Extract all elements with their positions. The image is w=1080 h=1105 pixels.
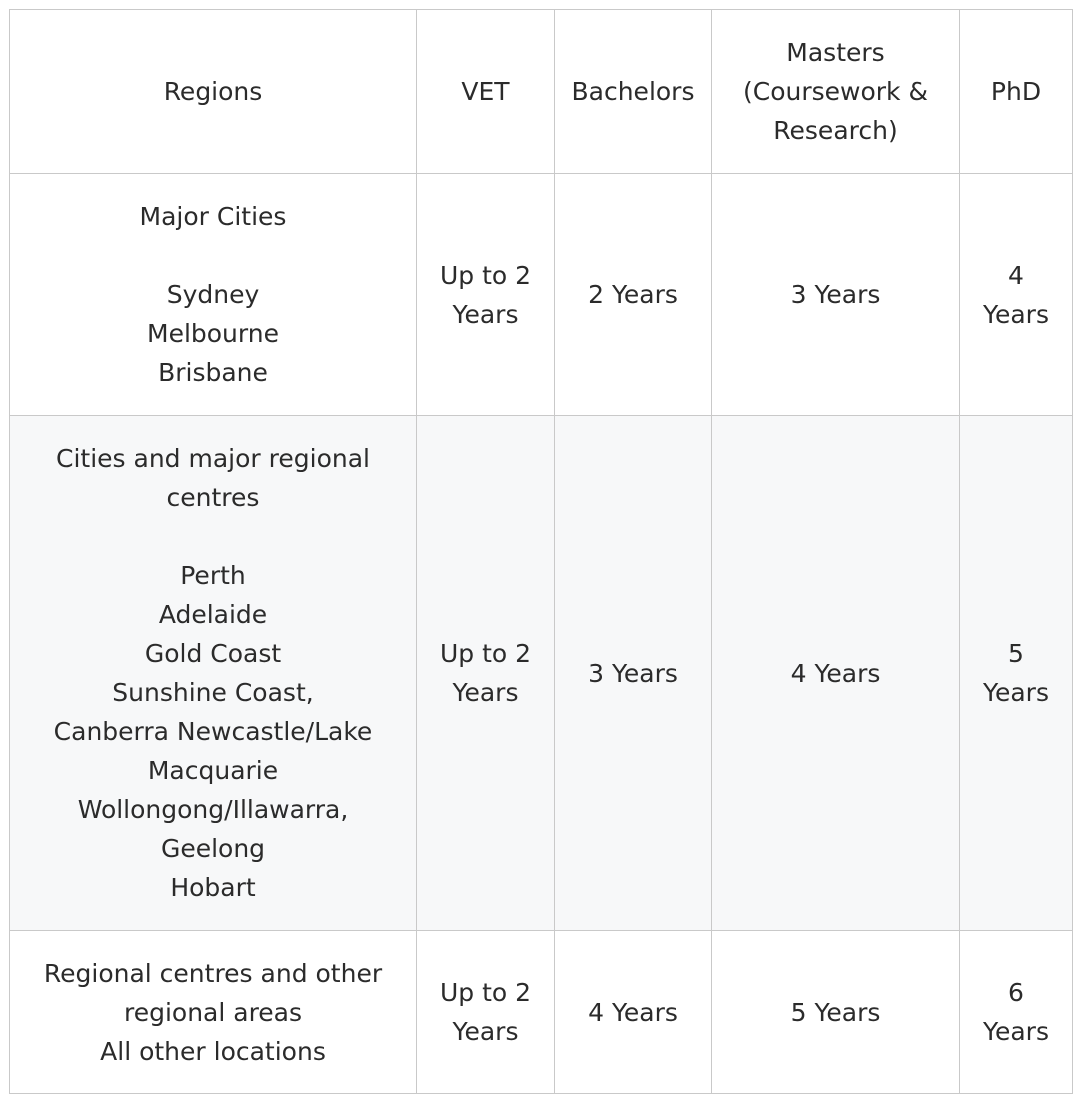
header-phd: PhD [960,10,1073,174]
cell-masters: 4 Years [712,416,960,931]
cell-bachelors: 3 Years [555,416,712,931]
table-header-row [10,10,1073,174]
study-duration-table [9,9,1073,1094]
cell-bachelors: 2 Years [555,174,712,416]
cell-bachelors: 4 Years [555,931,712,1094]
table-row [10,416,1073,931]
cell-region: Regional centres and other regional areas All other locations [10,931,417,1094]
cell-vet: Up to 2 Years [417,416,555,931]
header-regions: Regions [10,10,417,174]
cell-phd: 5 Years [960,416,1073,931]
cell-vet: Up to 2 Years [417,174,555,416]
table-row [10,931,1073,1094]
cell-phd: 4 Years [960,174,1073,416]
cell-region: Major Cities Sydney Melbourne Brisbane [10,174,417,416]
table-row [10,174,1073,416]
header-masters: Masters (Coursework & Research) [712,10,960,174]
cell-phd: 6 Years [960,931,1073,1094]
cell-region: Cities and major regional centres Perth Adelaide Gold Coast Sunshine Coast, Canberra Newcastle/Lake Macquarie Wollongong/Illawarra, Geelong Hobart [10,416,417,931]
cell-masters: 3 Years [712,174,960,416]
header-vet: VET [417,10,555,174]
header-bachelors: Bachelors [555,10,712,174]
cell-vet: Up to 2 Years [417,931,555,1094]
cell-masters: 5 Years [712,931,960,1094]
